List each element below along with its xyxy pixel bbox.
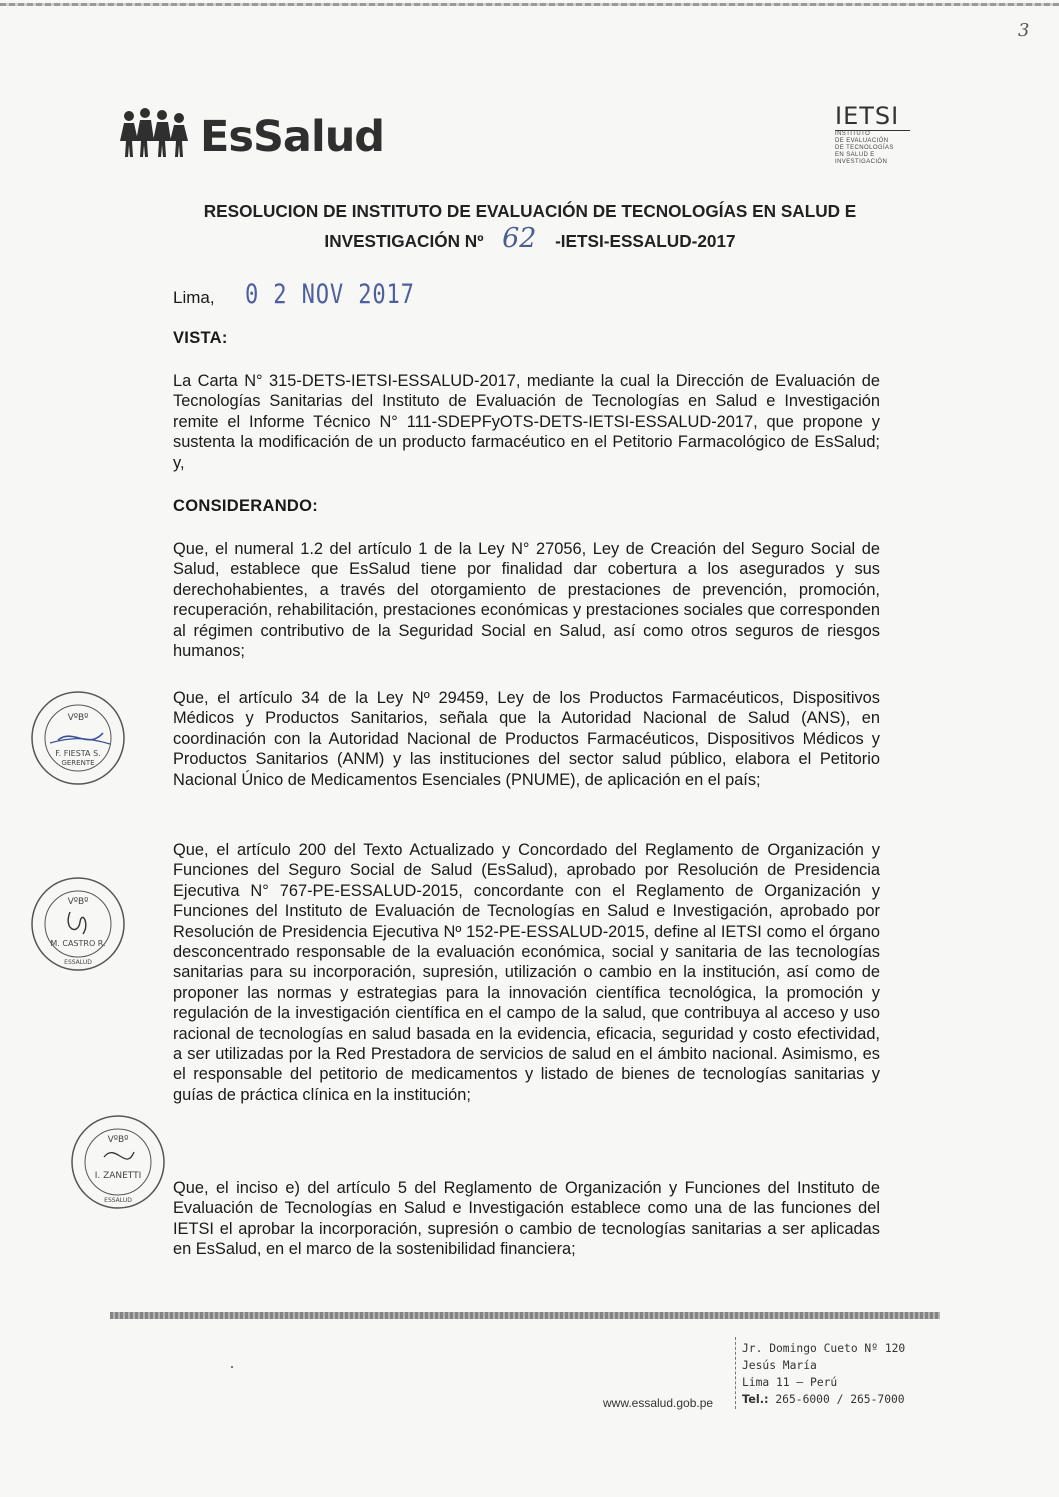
ietsi-line: INVESTIGACIÓN xyxy=(835,159,888,165)
footer-address xyxy=(742,1340,905,1408)
ietsi-line: EN SALUD E xyxy=(835,152,875,158)
tel-label: Tel.: xyxy=(742,1393,769,1406)
svg-text:ESSALUD: ESSALUD xyxy=(104,1197,132,1204)
svg-text:VºBº: VºBº xyxy=(67,897,89,907)
footer-separator xyxy=(735,1337,736,1409)
svg-text:ESSALUD: ESSALUD xyxy=(64,959,92,966)
considerando-paragraph-2: Que, el artículo 34 de la Ley Nº 29459, Ley de los Productos Farmacéuticos, Dispositivos Médicos y Productos Sanitarios, señala que la Autoridad Nacional de Salud (ANS), en coordinación con la Autoridad Nacional de Productos Farmacéuticos, Dispositivos Médicos y Productos Sanitarios (ANM) y las instituciones del sector salud público, elabora el Petitorio Nacional Único de Medicamentos Esenciales (PNUME), de aplicación en el país; xyxy=(173,689,880,789)
scan-speck xyxy=(231,1366,233,1368)
svg-text:VºBº: VºBº xyxy=(107,1135,129,1145)
svg-text:GERENTE: GERENTE xyxy=(61,759,95,767)
footer-rule xyxy=(110,1312,940,1319)
svg-text:VºBº: VºBº xyxy=(67,713,89,723)
considerando-paragraph-3: Que, el artículo 200 del Texto Actualizado y Concordado del Reglamento de Organización y Funciones del Seguro Social de Salud (EsSalud), aprobado por Resolución de Presidencia Ejecutiva N° 767-PE-ESSALUD-2015, concordante con el Reglamento de Organización y Funciones del Instituto de Evaluación de Tecnologías en Salud e Investigación, aprobado por Resolución de Presidencia Ejecutiva Nº 152-PE-ESSALUD-2015, define al IETSI como el órgano desconcentrado responsable de la evaluación económica, social y sanitaria de las tecnologías sanitarias para su incorporación, supresión, utilización o cambio en la institución, así como de proponer las normas y estrategias para la innovación científica tecnológica, la promoción y regulación de la investigación científica en el campo de la salud, que contribuya al acceso y uso racional de tecnologías en salud basada en la evidencia, eficacia, seguridad y costo efectividad, a ser utilizadas por la Red Prestadora de servicios de salud en el ámbito nacional. Asimismo, es el responsable del petitorio de medicamentos y listado de bienes de tecnologías sanitarias y guías de práctica clínica en la institución; xyxy=(173,841,880,1104)
svg-text:I. ZANETTI: I. ZANETTI xyxy=(94,1171,142,1181)
section-vista: VISTA: xyxy=(173,329,228,347)
ietsi-title: IETSI xyxy=(835,104,910,131)
title-line-1: RESOLUCION DE INSTITUTO DE EVALUACIÓN DE TECNOLOGÍAS EN SALUD E xyxy=(203,201,857,221)
considerando-paragraph-1: Que, el numeral 1.2 del artículo 1 de la Ley N° 27056, Ley de Creación del Seguro Social de Salud, establece que EsSalud tiene por finalidad dar cobertura a los asegurados y sus derechohabientes, a través del otorgamiento de prestaciones de prevención, promoción, recuperación, rehabilitación, prestaciones económicas y prestaciones sociales que corresponden al régimen contributivo de la Seguridad Social en Salud, así como otros seguros de riesgos humanos; xyxy=(173,540,880,661)
svg-text:F. FIESTA S.: F. FIESTA S. xyxy=(55,749,101,758)
address-line: Lima 11 – Perú xyxy=(742,1376,838,1389)
scan-border xyxy=(0,3,1059,6)
ietsi-line: INSTITUTO xyxy=(835,131,871,137)
tel-value: 265-6000 / 265-7000 xyxy=(775,1393,905,1406)
approval-seal-castro xyxy=(28,874,128,974)
family-figures-icon xyxy=(120,103,198,159)
telephone-line xyxy=(742,1391,905,1408)
ietsi-line: DE TECNOLOGÍAS xyxy=(835,145,894,151)
essalud-wordmark: EsSalud xyxy=(200,112,385,162)
page-number: 3 xyxy=(1018,20,1030,41)
considerando-paragraph-4: Que, el inciso e) del artículo 5 del Reglamento de Organización y Funciones del Instituto de Evaluación de Tecnologías en Salud e Investigación establece como una de las funciones del IETSI el aprobar la incorporación, supresión o cambio de tecnologías sanitarias a ser aplicadas en EsSalud, en el marco de la sostenibilidad financiera; xyxy=(173,1179,880,1259)
date-place: Lima, xyxy=(173,288,215,307)
svg-text:M. CASTRO R.: M. CASTRO R. xyxy=(50,939,106,948)
address-line: Jesús María xyxy=(742,1359,817,1372)
date-line xyxy=(173,279,452,310)
document-title xyxy=(170,197,890,255)
approval-seal-fiesta xyxy=(28,688,128,788)
title-prefix: INVESTIGACIÓN Nº xyxy=(324,231,484,251)
footer-website: www.essalud.gob.pe xyxy=(603,1396,714,1410)
handwritten-resolution-number: 62 xyxy=(502,223,537,254)
date-stamp: 0 2 NOV 2017 xyxy=(244,279,415,310)
approval-seal-zanetti xyxy=(68,1112,168,1212)
title-suffix: -IETSI-ESSALUD-2017 xyxy=(555,231,736,251)
section-considerando: CONSIDERANDO: xyxy=(173,497,319,515)
vista-paragraph: La Carta N° 315-DETS-IETSI-ESSALUD-2017, mediante la cual la Dirección de Evaluación de Tecnologías Sanitarias del Instituto de Evaluación de Tecnologías en Salud e Investigación remite el Informe Técnico N° 111-SDEPFyOTS-DETS-IETSI-ESSALUD-2017, que propone y sustenta la modificación de un producto farmacéutico en el Petitorio Farmacológico de EsSalud; y, xyxy=(173,372,880,472)
ietsi-logo xyxy=(835,104,910,166)
ietsi-line: DE EVALUACIÓN xyxy=(835,138,889,144)
address-line: Jr. Domingo Cueto Nº 120 xyxy=(742,1342,906,1355)
title-line-2 xyxy=(170,225,890,255)
essalud-logo xyxy=(120,103,385,162)
